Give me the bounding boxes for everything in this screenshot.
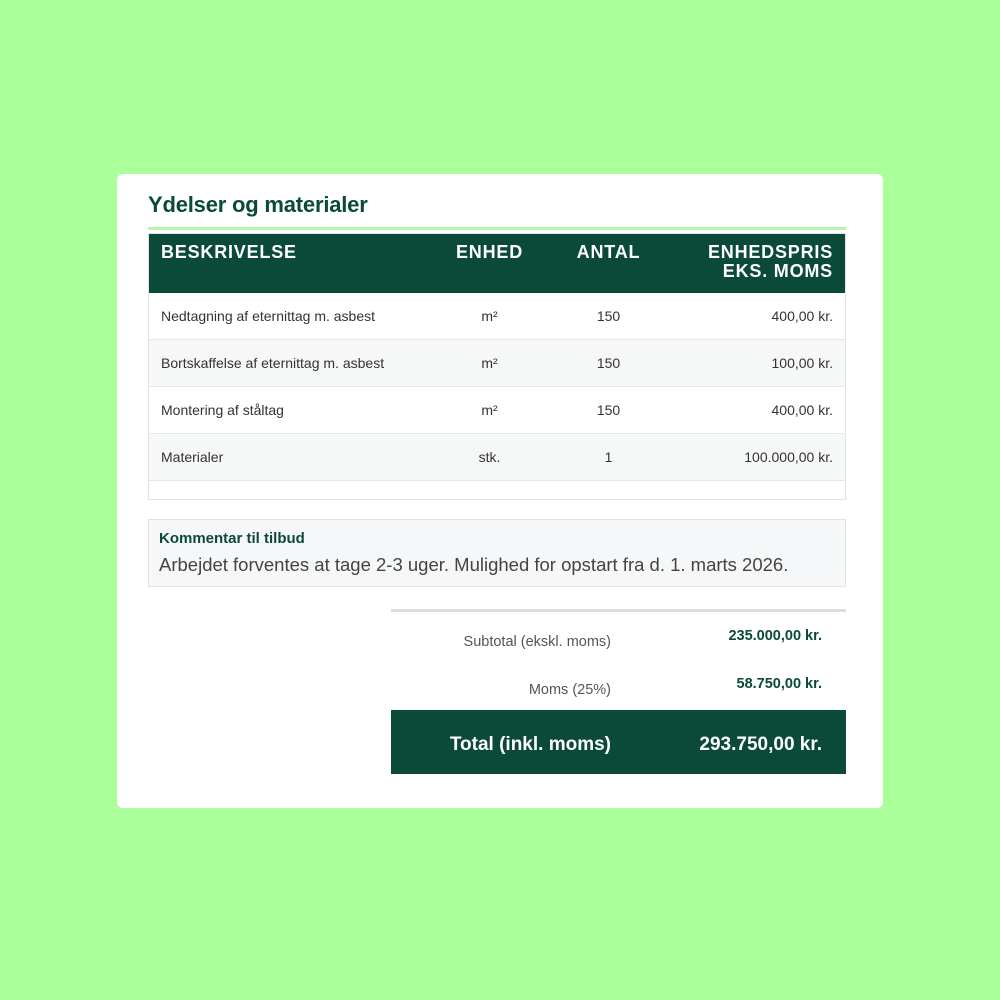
table-spacer-row [149, 481, 846, 500]
row-description: Materialer [161, 449, 224, 465]
section-title: Ydelser og materialer [148, 192, 368, 217]
table-header-row [149, 234, 846, 293]
header-quantity: ANTAL [576, 242, 641, 262]
row-quantity: 150 [596, 307, 621, 324]
row-description: Montering af ståltag [161, 402, 284, 418]
row-unit: m² [481, 355, 498, 371]
row-price: 400,00 kr. [771, 402, 833, 418]
line-items-table [148, 233, 846, 500]
row-unit: stk. [478, 449, 501, 465]
header-unit-price-line1: ENHEDSPRIS [707, 242, 833, 262]
total-label: Total (inkl. moms) [449, 734, 611, 755]
header-description: BESKRIVELSE [161, 242, 297, 262]
comment-box [148, 519, 846, 587]
total-value: 293.750,00 kr. [699, 734, 822, 755]
row-description: Bortskaffelse af eternittag m. asbest [161, 355, 385, 371]
row-price: 400,00 kr. [771, 307, 833, 324]
quote-card [117, 174, 883, 808]
subtotal-label: Subtotal (ekskl. moms) [463, 634, 611, 650]
comment-title: Kommentar til tilbud [159, 530, 305, 547]
vat-label: Moms (25%) [528, 682, 611, 698]
row-unit: m² [481, 307, 498, 324]
row-unit: m² [481, 402, 498, 418]
header-unit-price [673, 234, 846, 293]
comment-text: Arbejdet forventes at tage 2-3 uger. Mulighed for opstart fra d. 1. marts 2026. [159, 554, 789, 575]
header-unit-price-line2: EKS. MOMS [722, 261, 833, 281]
row-quantity: 150 [596, 402, 621, 418]
total-bar [391, 710, 846, 774]
title-divider [148, 227, 846, 230]
totals-divider [391, 609, 846, 612]
table-row [149, 340, 846, 387]
row-description: Nedtagning af eternittag m. asbest [161, 307, 376, 324]
subtotal-value: 235.000,00 kr. [728, 628, 822, 644]
vat-value: 58.750,00 kr. [736, 676, 822, 692]
row-price: 100.000,00 kr. [744, 449, 833, 465]
table-row [149, 293, 846, 340]
table-row [149, 387, 846, 434]
row-price: 100,00 kr. [771, 355, 833, 371]
row-quantity: 1 [604, 449, 613, 465]
row-quantity: 150 [596, 355, 621, 371]
table-row [149, 434, 846, 481]
header-unit: ENHED [455, 242, 523, 262]
